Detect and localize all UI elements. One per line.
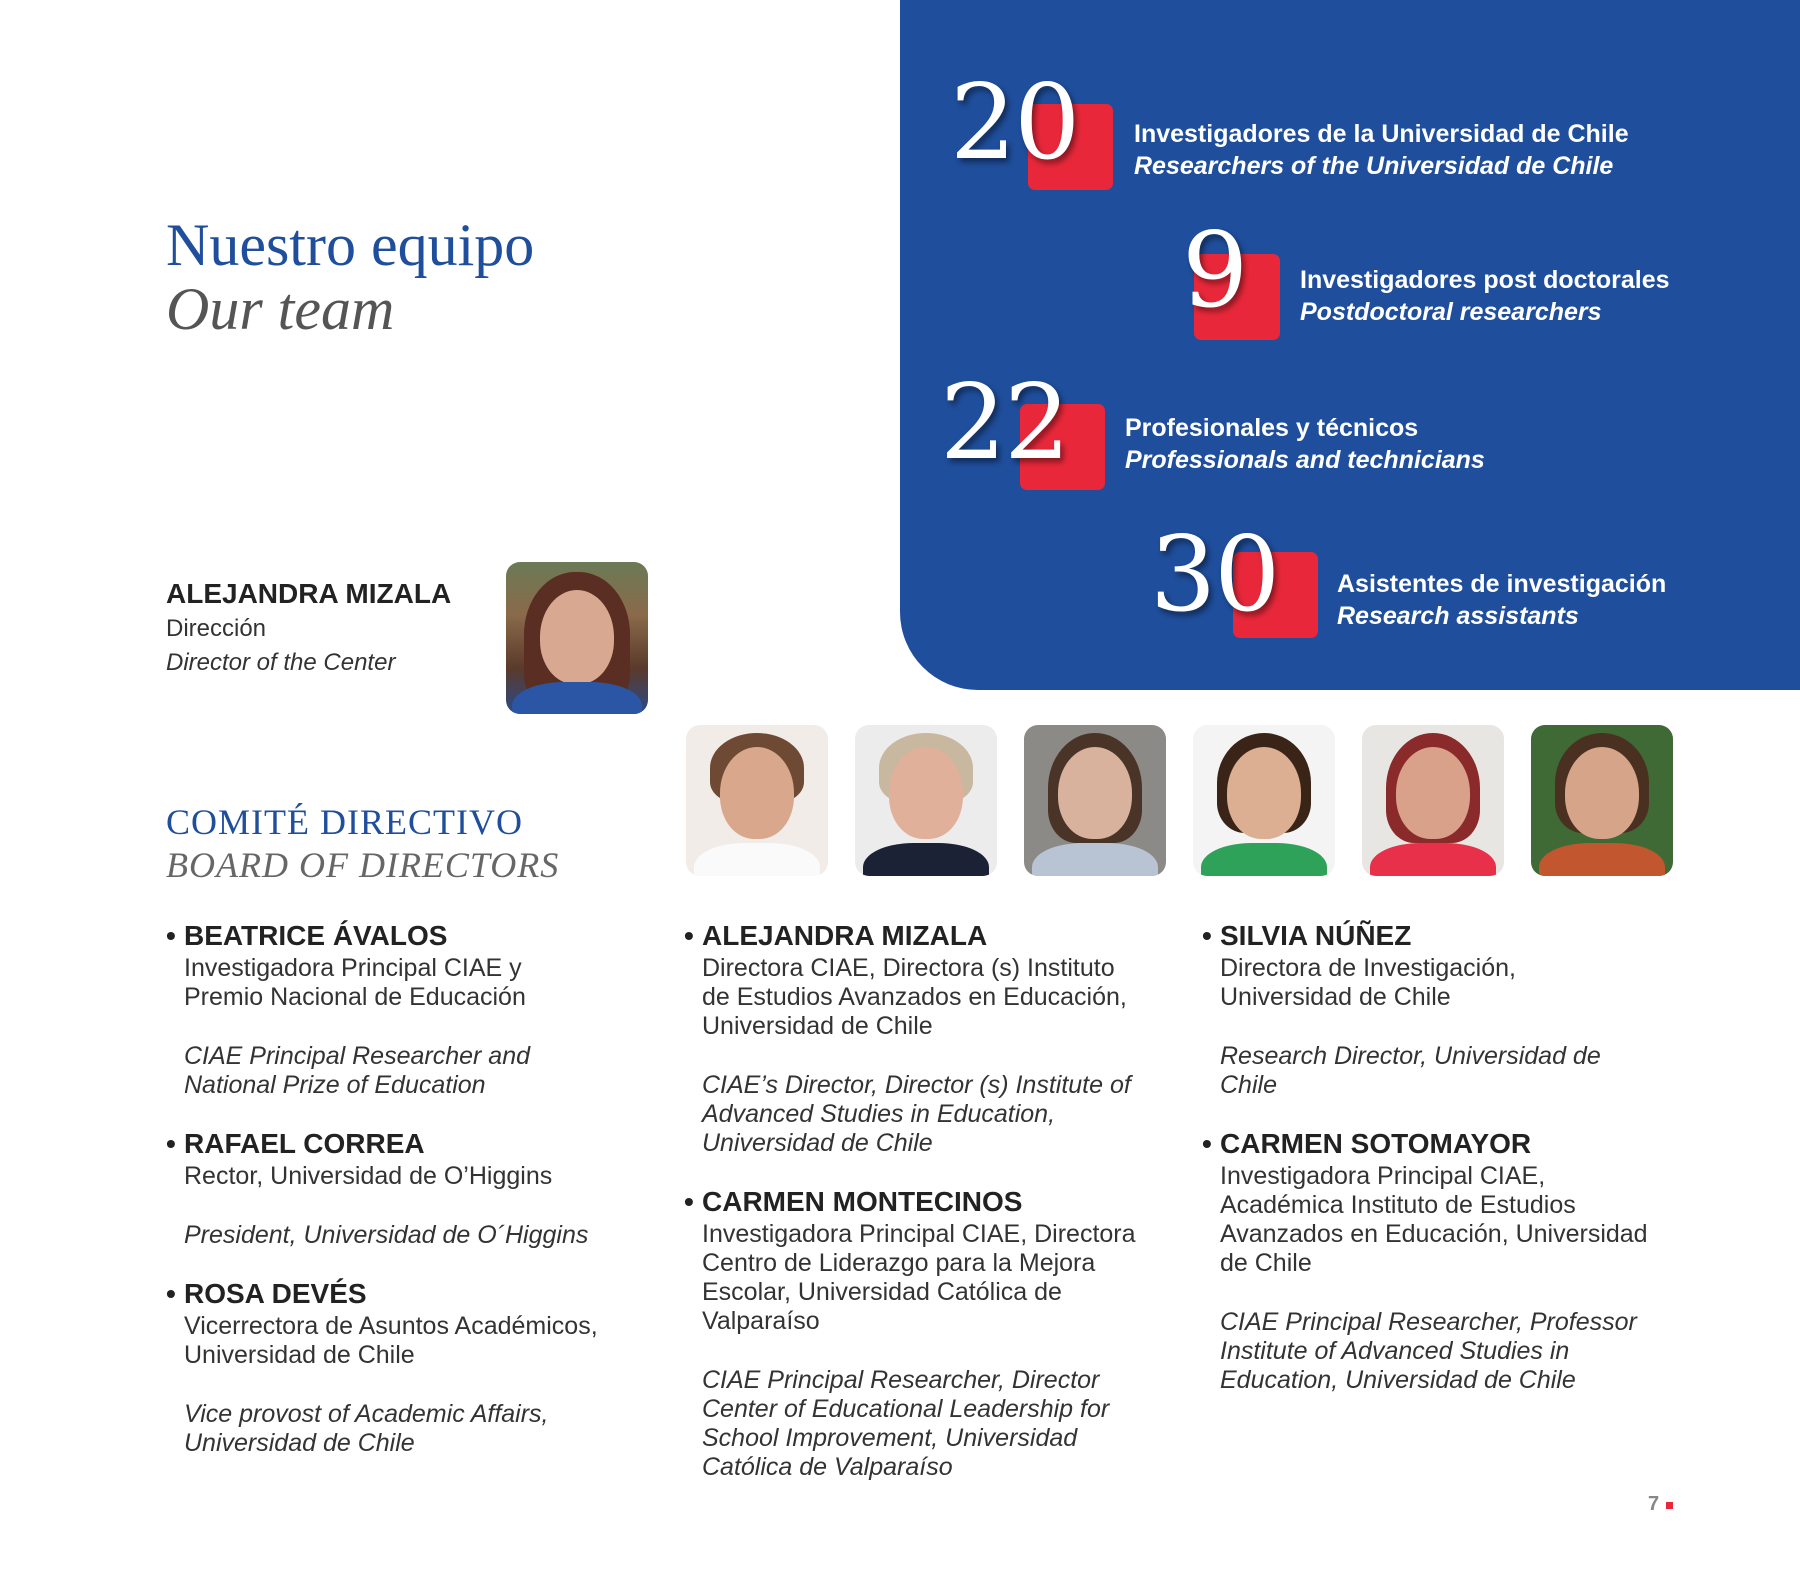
board-member: • BEATRICE ÁVALOS Investigadora Principal CIAE y Premio Nacional de Educación CIAE Principal Researcher and National Prize of Education [166, 920, 686, 1100]
board-member: • SILVIA NÚÑEZ Directora de Investigación, Universidad de Chile Research Director, Universidad de Chile [1202, 920, 1722, 1100]
board-photo [1193, 725, 1335, 876]
stat-number: 22 [940, 361, 1069, 483]
page-number-dot [1666, 1502, 1673, 1509]
member-name: ROSA DEVÉS [184, 1278, 367, 1309]
member-role-es: Rector, Universidad de O’Higgins [184, 1162, 553, 1190]
stat-text [1134, 118, 1629, 182]
member-name: SILVIA NÚÑEZ [1220, 920, 1412, 951]
stats-panel [900, 0, 1800, 690]
director-block [166, 576, 451, 680]
member-name: ALEJANDRA MIZALA [702, 920, 988, 951]
member-role-en: CIAE Principal Researcher, Director Center of Educational Leadership for School Improvement, Universidad Católica de Valparaíso [702, 1366, 1110, 1481]
member-role-en: CIAE Principal Researcher and National Prize of Education [184, 1042, 530, 1099]
stat-text [1300, 264, 1670, 328]
member-role-en: Research Director, Universidad de Chile [1220, 1042, 1601, 1099]
member-role-en: Vice provost of Academic Affairs, Universidad de Chile [184, 1400, 549, 1457]
board-photo [1531, 725, 1673, 876]
page-title-en: Our team [166, 276, 395, 342]
board-member: • ROSA DEVÉS Vicerrectora de Asuntos Académicos, Universidad de Chile Vice provost of Academic Affairs, Universidad de Chile [166, 1278, 686, 1458]
director-role-es: Dirección [166, 615, 267, 642]
board-member: • ALEJANDRA MIZALA Directora CIAE, Directora (s) Instituto de Estudios Avanzados en Educación, Universidad de Chile CIAE’s Director, Director (s) Institute of Advanced Studies in Education, Universidad de Chile [684, 920, 1204, 1158]
director-name: ALEJANDRA MIZALA [166, 578, 452, 609]
member-role-en: CIAE’s Director, Director (s) Institute of Advanced Studies in Education, Universidad de Chile [702, 1071, 1131, 1157]
board-member: • CARMEN SOTOMAYOR Investigadora Principal CIAE, Académica Instituto de Estudios Avanzados en Educación, Universidad de Chile CIAE Principal Researcher, Professor Institute of Advanced Studies in Education, Universidad de Chile [1202, 1128, 1722, 1395]
stat-number: 20 [950, 61, 1079, 183]
member-role-es: Investigadora Principal CIAE, Directora Centro de Liderazgo para la Mejora Escolar, Universidad Católica de Valparaíso [702, 1220, 1136, 1335]
member-role-es: Investigadora Principal CIAE, Académica Instituto de Estudios Avanzados en Educación, Universidad de Chile [1220, 1162, 1648, 1277]
member-role-en: President, Universidad de O´Higgins [184, 1221, 589, 1249]
page-title-es: Nuestro equipo [166, 212, 535, 278]
director-photo [506, 562, 648, 714]
board-photo [686, 725, 828, 876]
member-role-es: Directora CIAE, Directora (s) Instituto de Estudios Avanzados en Educación, Universidad de Chile [702, 954, 1127, 1040]
members-column-3 [1202, 920, 1722, 1423]
stat-label-es: Asistentes de investigación [1337, 570, 1667, 598]
board-photo [1362, 725, 1504, 876]
stat-text [1337, 568, 1666, 632]
stat-label-es: Profesionales y técnicos [1125, 414, 1419, 442]
member-name: RAFAEL CORREA [184, 1128, 425, 1159]
board-member: • RAFAEL CORREA Rector, Universidad de O’Higgins President, Universidad de O´Higgins [166, 1128, 686, 1250]
member-role-es: Directora de Investigación, Universidad de Chile [1220, 954, 1516, 1011]
member-role-en: CIAE Principal Researcher, Professor Institute of Advanced Studies in Education, Universidad de Chile [1220, 1308, 1637, 1394]
member-role-es: Vicerrectora de Asuntos Académicos, Universidad de Chile [184, 1312, 598, 1369]
board-heading [166, 800, 559, 886]
stat-number: 9 [1182, 209, 1247, 331]
stat-label-en: Researchers of the Universidad de Chile [1134, 152, 1614, 180]
board-heading-en: BOARD OF DIRECTORS [166, 845, 560, 885]
member-name: BEATRICE ÁVALOS [184, 920, 448, 951]
stat-text [1125, 412, 1485, 476]
stat-number: 30 [1150, 513, 1279, 635]
director-role-en: Director of the Center [166, 649, 396, 676]
stat-label-en: Postdoctoral researchers [1300, 298, 1602, 326]
board-member: • CARMEN MONTECINOS Investigadora Principal CIAE, Directora Centro de Liderazgo para la Mejora Escolar, Universidad Católica de Valparaíso CIAE Principal Researcher, Director Center of Educational Leadership for School Improvement, Universidad Católica de Valparaíso [684, 1186, 1204, 1482]
page-number: 7 [1648, 1493, 1660, 1515]
board-heading-es: COMITÉ DIRECTIVO [166, 802, 523, 842]
board-photo [1024, 725, 1166, 876]
member-role-es: Investigadora Principal CIAE y Premio Nacional de Educación [184, 954, 526, 1011]
members-column-1 [166, 920, 686, 1486]
members-column-2 [684, 920, 1204, 1510]
stat-label-es: Investigadores post doctorales [1300, 266, 1670, 294]
stat-label-es: Investigadores de la Universidad de Chile [1134, 120, 1629, 148]
member-name: CARMEN SOTOMAYOR [1220, 1128, 1532, 1159]
stat-label-en: Research assistants [1337, 602, 1579, 630]
member-name: CARMEN MONTECINOS [702, 1186, 1023, 1217]
stat-label-en: Professionals and technicians [1125, 446, 1485, 474]
page-title [166, 212, 534, 340]
board-photo [855, 725, 997, 876]
